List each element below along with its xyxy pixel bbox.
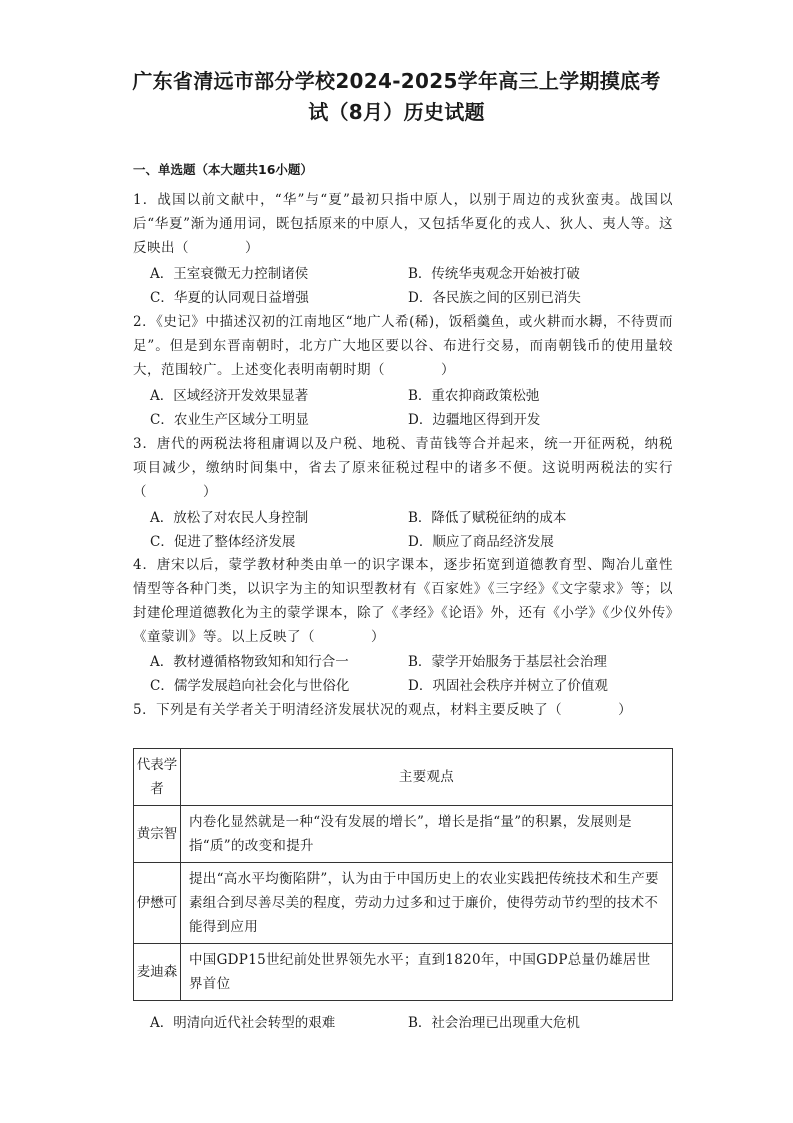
table-cell-view: 中国GDP15世纪前处世界领先水平；直到1820年，中国GDP总量仍雄居世界首位 [181,944,673,1001]
option-b[interactable]: B．传统华夷观念开始被打破 [408,266,580,282]
title-line-1: 广东省清远市部分学校2024-2025学年高三上学期摸底考 [132,69,661,93]
table-cell-scholar: 黄宗智 [134,806,181,863]
question-5-stem: 5．下列是有关学者关于明清经济发展状况的观点，材料主要反映了（ ） [133,702,633,718]
option-c[interactable]: C．促进了整体经济发展 [150,534,296,550]
table-cell-view: 内卷化显然就是一种“没有发展的增长”，增长是指“量”的积累，发展则是指“质”的改变和提升 [181,806,673,863]
table-header-cell: 主要观点 [181,749,673,806]
option-c[interactable]: C．农业生产区域分工明显 [150,412,309,428]
option-b[interactable]: B．蒙学开始服务于基层社会治理 [408,654,607,670]
question-4-options [150,650,670,698]
question-2-stem: 2．《史记》中描述汉初的江南地区“地广人希(稀)，饭稻羹鱼，或火耕而水耨，不待贾而足”。但是到东晋南朝时，北方广大地区要以谷、布进行交易，而南朝钱币的使用量较大，范围较广。上述变化表明南朝时期（ ） [133,314,673,378]
option-a[interactable]: A．区域经济开发效果显著 [150,388,309,404]
table-header-cell: 代表学者 [134,749,181,806]
question-4-stem: 4．唐宋以后，蒙学教材种类由单一的识字课本，逐步拓宽到道德教育型、陶冶儿童性情型等各种门类，以识字为主的知识型教材有《百家姓》《三字经》《文字蒙求》等；以封建伦理道德教化为主的蒙学课本，除了《孝经》《论语》外，还有《小学》《少仪外传》《童蒙训》等。以上反映了（ ） [133,557,673,645]
option-a[interactable]: A．明清向近代社会转型的艰难 [150,1015,336,1031]
title-line-2: 试（8月）历史试题 [308,100,485,124]
option-a[interactable]: A．王室衰微无力控制诸侯 [150,266,309,282]
question-5-options [150,1011,670,1035]
question-1-stem: 1．战国以前文献中，“华”与“夏”最初只指中原人，以别于周边的戎狄蛮夷。战国以后“华夏”渐为通用词，既包括原来的中原人，又包括华夏化的戎人、狄人、夷人等。这反映出（ ） [133,192,673,256]
document-title [110,66,683,128]
option-a[interactable]: A．教材遵循格物致知和知行合一 [150,654,349,670]
question-2-options [150,384,670,432]
option-a[interactable]: A．放松了对农民人身控制 [150,510,309,526]
option-b[interactable]: B．重农抑商政策松弛 [408,388,540,404]
table-cell-scholar: 麦迪森 [134,944,181,1001]
scholar-views-table [133,748,673,1001]
option-b[interactable]: B．降低了赋税征纳的成本 [408,510,567,526]
option-d[interactable]: D．顺应了商品经济发展 [408,534,554,550]
table-row [134,863,673,944]
table-cell-scholar: 伊懋可 [134,863,181,944]
question-1-options [150,262,670,310]
option-c[interactable]: C．华夏的认同观日益增强 [150,290,309,306]
option-d[interactable]: D．巩固社会秩序并树立了价值观 [408,678,608,694]
option-d[interactable]: D．边疆地区得到开发 [408,412,541,428]
question-3-stem: 3．唐代的两税法将租庸调以及户税、地税、青苗钱等合并起来，统一开征两税，纳税项目减少，缴纳时间集中，省去了原来征税过程中的诸多不便。这说明两税法的实行（ ） [133,436,673,500]
question-3-options [150,506,670,554]
table-cell-view: 提出“高水平均衡陷阱”，认为由于中国历史上的农业实践把传统技术和生产要素组合到尽善尽美的程度，劳动力过多和过于廉价，使得劳动节约型的技术不能得到应用 [181,863,673,944]
option-d[interactable]: D．各民族之间的区别已消失 [408,290,581,306]
table-row [134,806,673,863]
table-row [134,944,673,1001]
option-c[interactable]: C．儒学发展趋向社会化与世俗化 [150,678,350,694]
section-heading: 一、单选题（本大题共16小题） [133,162,313,177]
table-header-row [134,749,673,806]
option-b[interactable]: B．社会治理已出现重大危机 [408,1015,580,1031]
